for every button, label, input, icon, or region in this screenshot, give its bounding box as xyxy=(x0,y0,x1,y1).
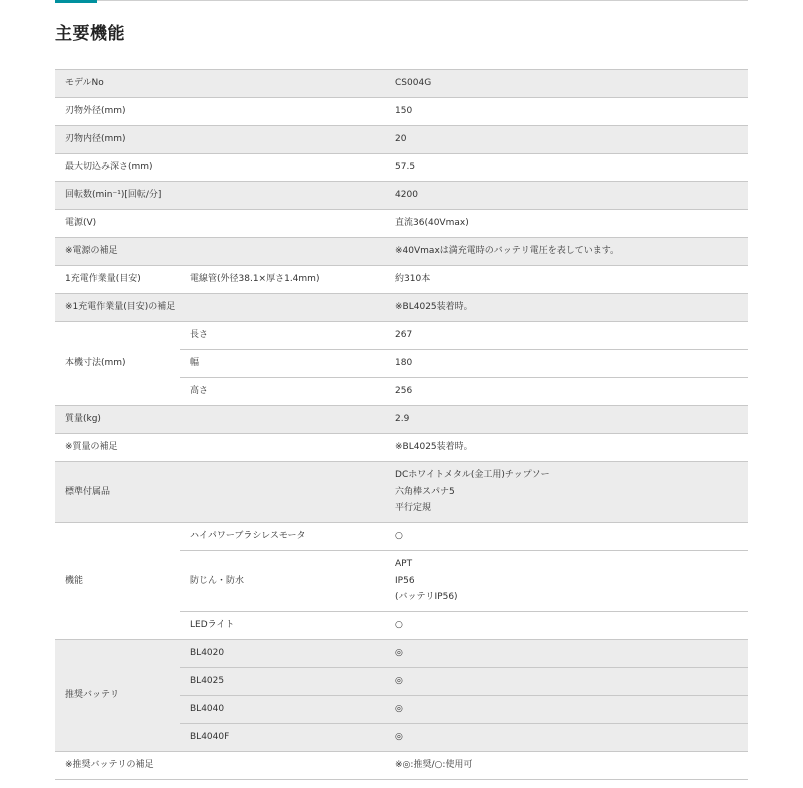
row-label: 刃物外径(mm) xyxy=(55,98,385,126)
row-sublabel: 防じん・防水 xyxy=(180,551,385,612)
table-row-blade-outer xyxy=(55,98,748,126)
dust-item: (バッテリIP56) xyxy=(395,592,458,603)
row-value: 20 xyxy=(385,126,748,154)
row-label: 本機寸法(mm) xyxy=(55,322,180,406)
row-value: ◎ xyxy=(385,640,748,668)
row-label: ※1充電作業量(目安)の補足 xyxy=(55,294,385,322)
row-value: ◎ xyxy=(385,696,748,724)
row-value: ◎ xyxy=(385,724,748,752)
table-row-work-note xyxy=(55,294,748,322)
row-label: ※電源の補足 xyxy=(55,238,385,266)
row-value: ◎ xyxy=(385,668,748,696)
row-sublabel: BL4040F xyxy=(180,724,385,752)
section-title: 主要機能 xyxy=(55,24,125,44)
row-sublabel: 高さ xyxy=(180,378,385,406)
table-row-blade-inner xyxy=(55,126,748,154)
table-row-feature-motor xyxy=(55,523,748,551)
top-divider xyxy=(55,0,748,1)
row-value: 直流36(40Vmax) xyxy=(385,210,748,238)
table-row-weight xyxy=(55,406,748,434)
accessory-item: 六角棒スパナ5 xyxy=(395,486,455,497)
row-label: ※推奨バッテリの補足 xyxy=(55,752,385,780)
accessory-item: 平行定規 xyxy=(395,503,432,514)
row-label: 刃物内径(mm) xyxy=(55,126,385,154)
row-label: ※質量の補足 xyxy=(55,434,385,462)
row-sublabel: LEDライト xyxy=(180,612,385,640)
dust-item: IP56 xyxy=(395,575,415,586)
accessory-item: DCホワイトメタル(金工用)チップソー xyxy=(395,470,550,481)
row-label: 回転数(min⁻¹)[回転/分] xyxy=(55,182,385,210)
row-sublabel: 幅 xyxy=(180,350,385,378)
row-label: 標準付属品 xyxy=(55,462,385,523)
row-value: 2.9 xyxy=(385,406,748,434)
row-label: 質量(kg) xyxy=(55,406,385,434)
row-sublabel: 電線管(外径38.1×厚さ1.4mm) xyxy=(180,266,385,294)
row-label: 1充電作業量(目安) xyxy=(55,266,180,294)
row-value: ※BL4025装着時。 xyxy=(385,434,748,462)
row-label: 推奨バッテリ xyxy=(55,640,180,752)
row-sublabel: ハイパワーブラシレスモータ xyxy=(180,523,385,551)
table-row-model xyxy=(55,70,748,98)
row-value: ※◎:推奨/○:使用可 xyxy=(385,752,748,780)
table-row-battery-note xyxy=(55,752,748,780)
row-sublabel: 長さ xyxy=(180,322,385,350)
row-sublabel: BL4025 xyxy=(180,668,385,696)
row-value: 180 xyxy=(385,350,748,378)
row-label: モデルNo xyxy=(55,70,385,98)
section-accent-bar xyxy=(55,0,97,3)
table-row-rpm xyxy=(55,182,748,210)
row-value: 57.5 xyxy=(385,154,748,182)
row-value: ※40Vmaxは満充電時のバッテリ電圧を表しています。 xyxy=(385,238,748,266)
table-row-power-note xyxy=(55,238,748,266)
row-value: 約310本 xyxy=(385,266,748,294)
row-value: 4200 xyxy=(385,182,748,210)
table-row-dim-length xyxy=(55,322,748,350)
table-row-max-depth xyxy=(55,154,748,182)
row-label: 最大切込み深さ(mm) xyxy=(55,154,385,182)
row-value-list xyxy=(385,551,748,612)
row-label: 電源(V) xyxy=(55,210,385,238)
dust-item: APT xyxy=(395,559,413,570)
row-value: ○ xyxy=(385,612,748,640)
row-sublabel: BL4020 xyxy=(180,640,385,668)
row-value-list xyxy=(385,462,748,523)
row-value: ※BL4025装着時。 xyxy=(385,294,748,322)
row-value: CS004G xyxy=(385,70,748,98)
table-row-weight-note xyxy=(55,434,748,462)
table-row-battery xyxy=(55,640,748,668)
row-value: ○ xyxy=(385,523,748,551)
table-row-power xyxy=(55,210,748,238)
row-sublabel: BL4040 xyxy=(180,696,385,724)
row-label: 機能 xyxy=(55,523,180,640)
table-row-work-amount xyxy=(55,266,748,294)
row-value: 256 xyxy=(385,378,748,406)
row-value: 150 xyxy=(385,98,748,126)
spec-table xyxy=(55,69,748,780)
row-value: 267 xyxy=(385,322,748,350)
table-row-accessories xyxy=(55,462,748,523)
